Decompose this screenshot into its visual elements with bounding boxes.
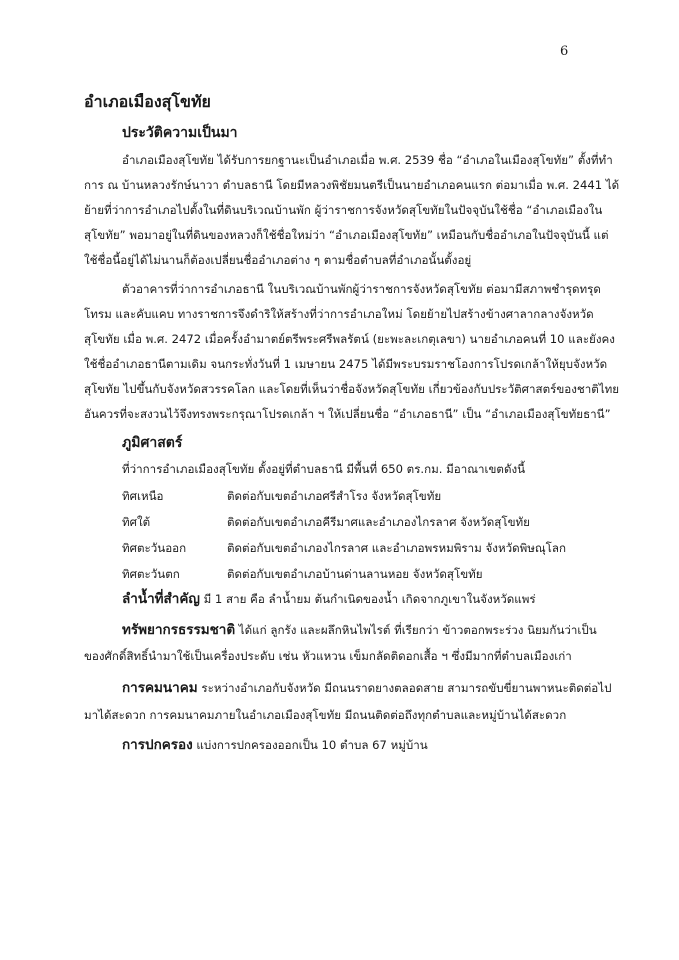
border-direction: ทิศตะวันตก — [122, 567, 180, 581]
history-heading: ประวัติความเป็นมา — [122, 125, 238, 141]
history-p2-line: โทรม และคับแคบ ทางราชการจึงดำริให้สร้างที่ว่าการอำเภอใหม่ โดยย้ายไปสร้างข้างศาลากลางจังหวัด — [84, 307, 594, 321]
geography-heading: ภูมิศาสตร์ — [122, 435, 183, 451]
history-p1-line: ย้ายที่ว่าการอำเภอไปตั้งในที่ดินบริเวณบ้านพัก ผู้ว่าราชการจังหวัดสุโขทัยในปัจจุบันใช้ชื่อ “อำเภอเมืองใน — [84, 203, 603, 217]
transport-label: การคมนาคม — [122, 680, 198, 696]
river-text: มี 1 สาย คือ ลำน้ำยม ต้นกำเนิดของน้ำ เกิดจากภูเขาในจังหวัดแพร่ — [199, 592, 536, 606]
border-text: ติดต่อกับเขตอำเภอคีรีมาศและอำเภองไกรลาศ จังหวัดสุโขทัย — [227, 515, 530, 529]
history-p2-line: ใช้ชื่ออำเภอธานีตามเดิม จนกระทั่งวันที่ 1 เมษายน 2475 ได้มีพระบรมราชโองการโปรดเกล้าให้ยุบจังหวัด — [84, 357, 608, 371]
history-p2-line: สุโขทัย เมื่อ พ.ศ. 2472 เมื่อครั้งอำมาตย์ตรีพระศรีพลรัตน์ (ยะพะละเกตุเลขา) นายอำเภอคนที่ 10 และยังคง — [84, 332, 615, 346]
resources-text: ได้แก่ ลูกรัง และผลึกหินไพไรต์ ที่เรียกว่า ข้าวตอกพระร่วง นิยมกันว่าเป็น — [235, 623, 597, 637]
river-paragraph — [122, 591, 536, 607]
border-text: ติดต่อกับเขตอำเภอศรีสำโรง จังหวัดสุโขทัย — [227, 489, 442, 503]
resources-line: ของศักดิ์สิทธิ์นำมาใช้เป็นเครื่องประดับ เช่น หัวแหวน เข็มกลัดติดอกเสื้อ ฯ ซึ่งมีมากที่ตำบลเมืองเก่า — [84, 649, 572, 663]
page-number: 6 — [560, 44, 569, 59]
transport-line: มาได้สะดวก การคมนาคมภายในอำเภอเมืองสุโขทัย มีถนนติดต่อถึงทุกตำบลและหมู่บ้านได้สะดวก — [84, 708, 567, 722]
border-direction: ทิศใต้ — [122, 515, 151, 529]
resources-label: ทรัพยากรธรรมชาติ — [122, 622, 236, 638]
geography-intro: ที่ว่าการอำเภอเมืองสุโขทัย ตั้งอยู่ที่ตำบลธานี มีพื้นที่ 650 ตร.กม. มีอาณาเขตดังนี้ — [122, 462, 526, 476]
history-p1-line: ใช้ชื่อนี้อยู่ได้ไม่นานก็ต้องเปลี่ยนชื่ออำเภอต่าง ๆ ตามชื่อตำบลที่อำเภอนั้นตั้งอยู่ — [84, 253, 472, 267]
border-direction: ทิศตะวันออก — [122, 541, 187, 555]
page-title: อำเภอเมืองสุโขทัย — [84, 92, 211, 111]
history-p2-line: สุโขทัย ไปขึ้นกับจังหวัดสวรรคโลก และโดยที่เห็นว่าชื่อจังหวัดสุโขทัย เกี่ยวข้องกับประวัติศาสตร์ของชาติไทย — [84, 382, 620, 396]
resources-paragraph — [122, 622, 597, 638]
transport-paragraph — [122, 680, 611, 696]
administration-paragraph — [122, 737, 428, 753]
history-p1-line: สุโขทัย” พอมาอยู่ในที่ดินของหลวงก็ใช้ชื่อใหม่ว่า “อำเภอเมืองสุโขทัย” เหมือนกับชื่ออำเภอในปัจจุบันนี้ แต่ — [84, 228, 609, 242]
history-p1-line: อำเภอเมืองสุโขทัย ได้รับการยกฐานะเป็นอำเภอเมื่อ พ.ศ. 2539 ชื่อ “อำเภอในเมืองสุโขทัย” ตั้งที่ทำ — [122, 153, 613, 167]
border-text: ติดต่อกับเขตอำเภองไกรลาศ และอำเภอพรหมพิราม จังหวัดพิษณุโลก — [227, 541, 567, 555]
transport-text: ระหว่างอำเภอกับจังหวัด มีถนนราดยางตลอดสาย สามารถขับขี่ยานพาหนะติดต่อไป — [197, 681, 612, 695]
history-p2-line: ตัวอาคารที่ว่าการอำเภอธานี ในบริเวณบ้านพักผู้ว่าราชการจังหวัดสุโขทัย ต่อมามีสภาพชำรุดทรุด — [122, 282, 601, 296]
border-text: ติดต่อกับเขตอำเภอบ้านด่านลานหอย จังหวัดสุโขทัย — [227, 567, 483, 581]
river-label: ลำน้ำที่สำคัญ — [122, 591, 200, 607]
administration-text: แบ่งการปกครองออกเป็น 10 ตำบล 67 หมู่บ้าน — [192, 738, 428, 752]
border-direction: ทิศเหนือ — [122, 489, 164, 503]
administration-label: การปกครอง — [122, 737, 193, 753]
history-p2-line: อันควรที่จะสงวนไว้จึงทรงพระกรุณาโปรดเกล้า ฯ ให้เปลี่ยนชื่อ “อำเภอธานี” เป็น “อำเภอเมืองสุโขทัยธานี” — [84, 407, 611, 421]
history-p1-line: การ ณ บ้านหลวงรักษ์นาวา ตำบลธานี โดยมีหลวงพิชัยมนตรีเป็นนายอำเภอคนแรก ต่อมาเมื่อ พ.ศ. 2441 ได้ — [84, 178, 620, 192]
